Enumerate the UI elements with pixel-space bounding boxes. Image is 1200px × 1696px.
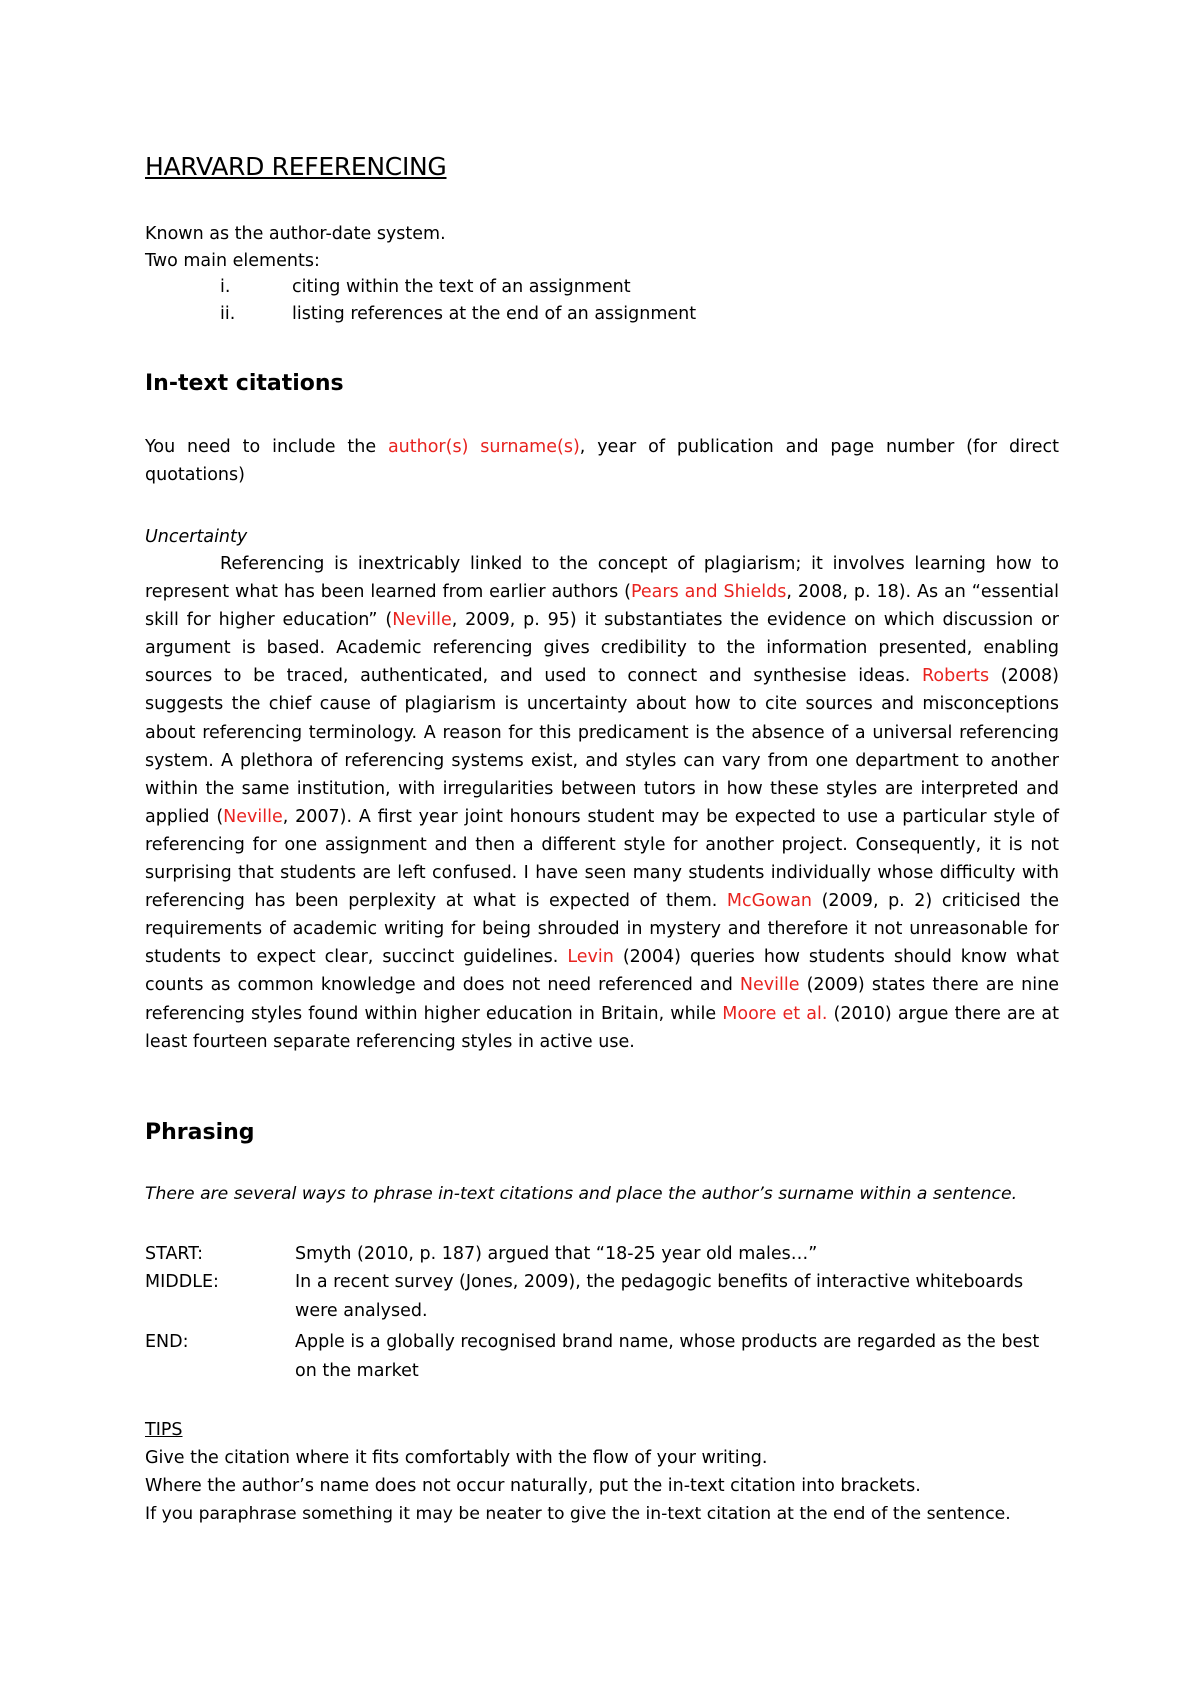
subheading-uncertainty: Uncertainty [145,527,248,547]
citation-author: Pears and Shields [630,582,787,603]
intext-requirement-paragraph [145,433,1059,489]
text-span: , year of publication and page number (for direct quotations) [145,437,1059,486]
citation-author: Neville [392,610,452,631]
highlight-authors: author(s) surname(s) [387,437,580,457]
phrasing-example-end: Apple is a globally recognised brand name, whose products are regarded as the best on the market [295,1332,1040,1381]
intro-line-1: Known as the author-date system. [145,224,446,244]
list-item-number: ii. [220,304,236,324]
citation-author: Neville [739,975,800,996]
uncertainty-paragraph [145,550,1059,1056]
citation-author: Roberts [922,666,990,687]
intro-line-2: Two main elements: [145,251,320,271]
phrasing-label-start: START: [145,1244,203,1264]
phrasing-intro: There are several ways to phrase in-text citations and place the author’s surname within a sentence. [145,1184,1018,1204]
section-heading-intext: In-text citations [145,371,344,396]
document-title: HARVARD REFERENCING [145,152,447,181]
tip-line: Where the author’s name does not occur naturally, put the in-text citation into brackets. [145,1476,921,1496]
text-span: (2010) argue there are at least fourteen separate referencing styles in active use. [145,1003,1060,1052]
text-span: (2009) states there are nine referencing styles found within higher education in Britain, while [145,975,1059,1024]
text-span: , 2008, p. 18). As an “essential skill for higher education” ( [145,582,1059,631]
text-span: (2009, p. 2) criticised the requirements of academic writing for being shrouded in mystery and therefore it not unreasonable for students to expect clear, succinct guidelines. [145,891,1059,968]
tip-line: Give the citation where it fits comfortably with the flow of your writing. [145,1448,768,1468]
citation-author: Neville [223,806,283,827]
citation-author: Moore et al. [722,1003,828,1024]
list-item-text: listing references at the end of an assignment [292,304,697,324]
citation-author: Levin [567,947,614,968]
text-span: (2004) queries how students should know what counts as common knowledge and does not need referenced and [145,947,1059,996]
phrasing-example-middle: In a recent survey (Jones, 2009), the pedagogic benefits of interactive whiteboards were analysed. [295,1272,1024,1321]
tips-heading: TIPS [145,1420,183,1440]
text-span: , 2009, p. 95) it substantiates the evidence on which discussion or argument is based. Academic referencing gives credibility to the information presented, enabling sources to be traced, authenticated, and used to connect and synthesise ideas. [145,610,1059,687]
section-heading-phrasing: Phrasing [145,1120,255,1145]
citation-author: McGowan [726,891,813,912]
phrasing-example-start: Smyth (2010, p. 187) argued that “18-25 year old males…” [295,1244,818,1264]
list-item-number: i. [220,277,231,297]
text-span: You need to include the [145,437,388,457]
text-span: , 2007). A first year joint honours student may be expected to use a particular style of referencing for one assignment and then a different style for another project. Consequently, it is not surprising that students are left confused. I have seen many students individually whose difficulty with referencing has been perplexity at what is expected of them. [145,806,1059,912]
phrasing-label-end: END: [145,1332,189,1352]
list-item-text: citing within the text of an assignment [292,277,631,297]
phrasing-label-middle: MIDDLE: [145,1272,219,1292]
text-span: (2008) suggests the chief cause of plagiarism is uncertainty about how to cite sources and misconceptions about referencing terminology. A reason for this predicament is the absence of a universal referencing system. A plethora of referencing systems exist, and styles can vary from one department to another within the same institution, with irregularities between tutors in how these styles are interpreted and applied ( [145,666,1059,827]
text-span: Referencing is inextricably linked to the concept of plagiarism; it involves learning how to represent what has been learned from earlier authors ( [145,554,1059,603]
tip-line: If you paraphrase something it may be neater to give the in-text citation at the end of the sentence. [145,1504,1011,1524]
